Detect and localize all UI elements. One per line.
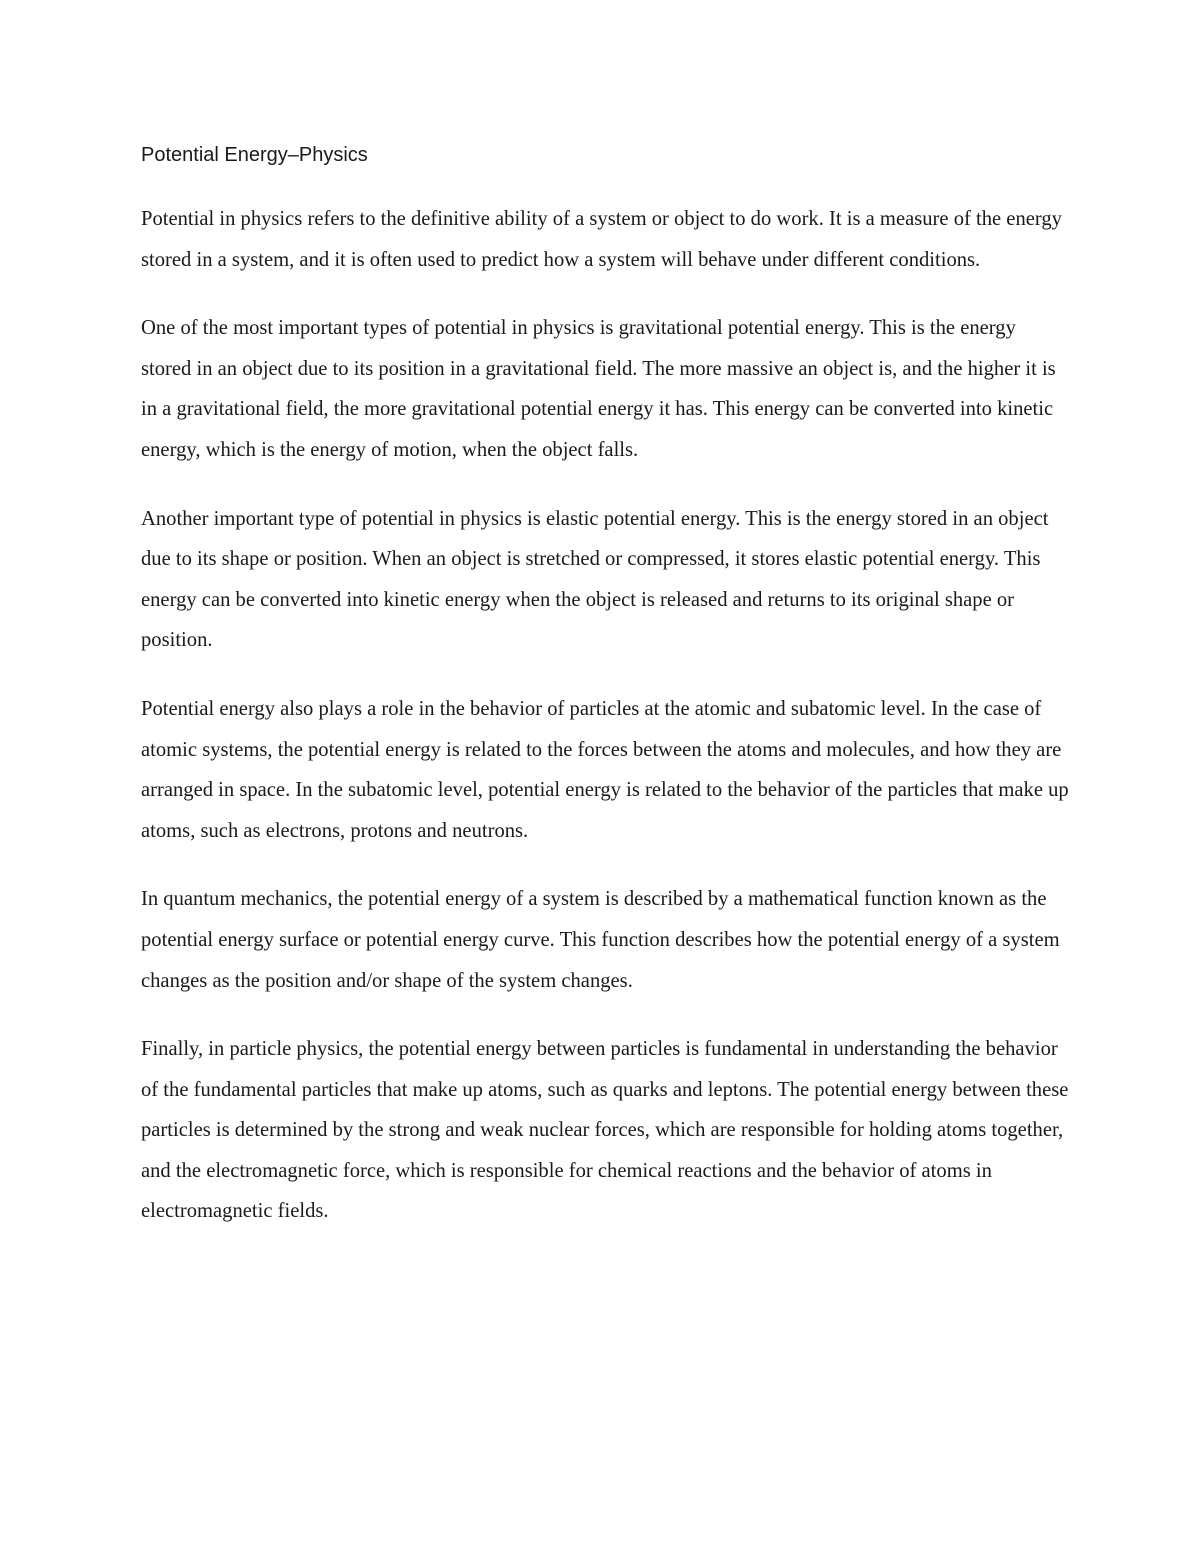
paragraph-1: Potential in physics refers to the definitive ability of a system or object to do work. It is a measure of the energy stored in a system, and it is often used to predict how a system will behave under different conditions.	[141, 208, 1062, 271]
paragraph-3: Another important type of potential in physics is elastic potential energy. This is the energy stored in an object due to its shape or position. When an object is stretched or compressed, it stores elastic potential energy. This energy can be converted into kinetic energy when the object is released and returns to its original shape or position.	[141, 507, 1049, 652]
paragraph-5: In quantum mechanics, the potential energy of a system is described by a mathematical function known as the potential energy surface or potential energy curve. This function describes how the potential energy of a system changes as the position and/or shape of the system changes.	[141, 888, 1060, 992]
paragraph-4: Potential energy also plays a role in the behavior of particles at the atomic and subatomic level. In the case of atomic systems, the potential energy is related to the forces between the atoms and molecules, and how they are arranged in space. In the subatomic level, potential energy is related to the behavior of the particles that make up atoms, such as electrons, protons and neutrons.	[141, 697, 1069, 842]
paragraph-6: Finally, in particle physics, the potential energy between particles is fundamental in understanding the behavior of the fundamental particles that make up atoms, such as quarks and leptons. The potential energy between these particles is determined by the strong and weak nuclear forces, which are responsible for holding atoms together, and the electromagnetic force, which is responsible for chemical reactions and the behavior of atoms in electromagnetic fields.	[141, 1038, 1069, 1223]
document-body	[141, 199, 1071, 1232]
document-title: Potential Energy–Physics	[141, 144, 368, 166]
paragraph-2: One of the most important types of potential in physics is gravitational potential energy. This is the energy stored in an object due to its position in a gravitational field. The more massive an object is, and the higher it is in a gravitational field, the more gravitational potential energy it has. This energy can be converted into kinetic energy, which is the energy of motion, when the object falls.	[141, 317, 1056, 461]
